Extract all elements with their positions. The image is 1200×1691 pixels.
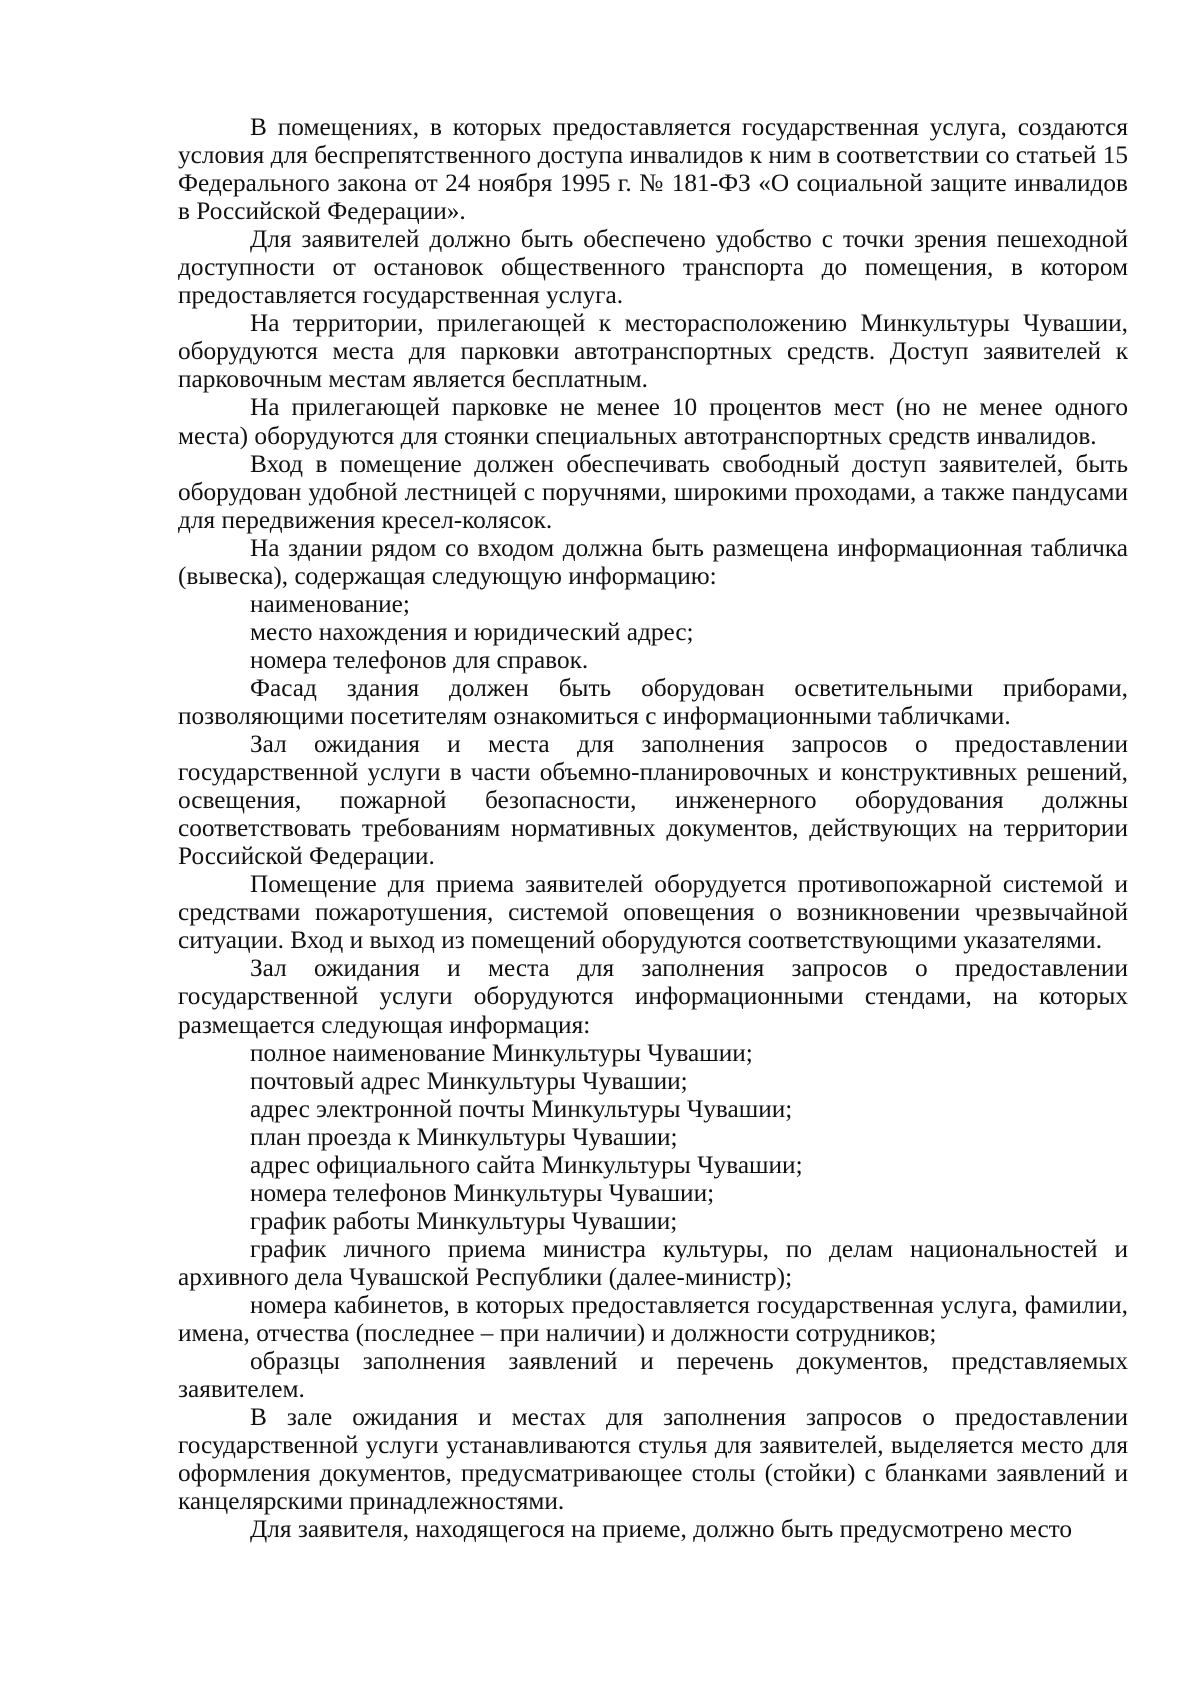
list-item-phones: номера телефонов Минкультуры Чувашии; (250, 1178, 715, 1207)
paragraph-parking: На территории, прилегающей к месторасположению Минкультуры Чувашии, оборудуются места для парковки автотранспортных средств. Доступ заявителей к парковочным местам является бесплатным. (178, 309, 1128, 394)
paragraph-entrance: Вход в помещение должен обеспечивать свободный доступ заявителей, быть оборудован удобной лестницей с поручнями, широкими проходами, а также пандусами для передвижения кресел-колясок. (178, 449, 1128, 534)
list-item-sign-phones: номера телефонов для справок. (250, 645, 589, 674)
list-item-postal-address: почтовый адрес Минкультуры Чувашии; (250, 1066, 688, 1095)
list-item-office-numbers: номера кабинетов, в которых предоставляется государственная услуга, фамилии, имена, отчества (последнее – при наличии) и должности сотрудников; (178, 1290, 1128, 1348)
list-item-sign-name: наименование; (250, 589, 410, 618)
list-item-email: адрес электронной почты Минкультуры Чувашии; (250, 1094, 793, 1123)
list-item-work-schedule: график работы Минкультуры Чувашии; (250, 1206, 678, 1235)
list-item-sample-forms: образцы заполнения заявлений и перечень документов, представляемых заявителем. (178, 1347, 1128, 1404)
paragraph-sign-info: На здании рядом со входом должна быть размещена информационная табличка (вывеска), содержащая следующую информацию: (178, 533, 1128, 590)
list-item-sign-address: место нахождения и юридический адрес; (250, 617, 694, 646)
paragraph-pedestrian-access: Для заявителей должно быть обеспечено удобство с точки зрения пешеходной доступности от остановок общественного транспорта до помещения, в котором предоставляется государственная услуга. (178, 225, 1128, 310)
paragraph-fire-safety: Помещение для приема заявителей оборудуется противопожарной системой и средствами пожаротушения, системой оповещения о возникновении чрезвычайной ситуации. Вход и выход из помещений оборудуются соответствующими указателями. (178, 870, 1128, 955)
list-item-website: адрес официального сайта Минкультуры Чувашии; (250, 1150, 803, 1179)
list-item-full-name: полное наименование Минкультуры Чувашии; (250, 1038, 753, 1067)
list-item-route-plan: план проезда к Минкультуры Чувашии; (250, 1122, 678, 1151)
paragraph-waiting-hall-furniture: В зале ожидания и местах для заполнения запросов о предоставлении государственной услуги устанавливаются стулья для заявителей, выделяется место для оформления документов, предусматривающее столы (стойки) с бланками заявлений и канцелярскими принадлежностями. (178, 1403, 1128, 1516)
paragraph-disabled-parking: На прилегающей парковке не менее 10 процентов мест (но не менее одного места) оборудуются для стоянки специальных автотранспортных средств инвалидов. (178, 393, 1128, 450)
paragraph-waiting-hall-requirements: Зал ожидания и места для заполнения запросов о предоставлении государственной услуги в части объемно-планировочных и конструктивных решений, освещения, пожарной безопасности, инженерного оборудования должны соответствовать требованиям нормативных документов, действующих на территории Российской Федерации. (178, 730, 1128, 871)
paragraph-applicant-place: Для заявителя, находящегося на приеме, должно быть предусмотрено место (250, 1515, 1073, 1544)
document-body (178, 113, 1128, 1543)
paragraph-facade-lighting: Фасад здания должен быть оборудован осветительными приборами, позволяющими посетителям ознакомиться с информационными табличками. (178, 673, 1128, 730)
list-item-minister-reception: график личного приема министра культуры, по делам национальностей и архивного дела Чувашской Республики (далее-министр); (178, 1234, 1128, 1291)
paragraph-accessibility-conditions: В помещениях, в которых предоставляется государственная услуга, создаются условия для беспрепятственного доступа инвалидов к ним в соответствии со статьей 15 Федерального закона от 24 ноября 1995 г. № 181-ФЗ «О социальной защите инвалидов в Российской Федерации». (178, 113, 1128, 226)
paragraph-info-stands: Зал ожидания и места для заполнения запросов о предоставлении государственной услуги оборудуются информационными стендами, на которых размещается следующая информация: (178, 954, 1128, 1039)
